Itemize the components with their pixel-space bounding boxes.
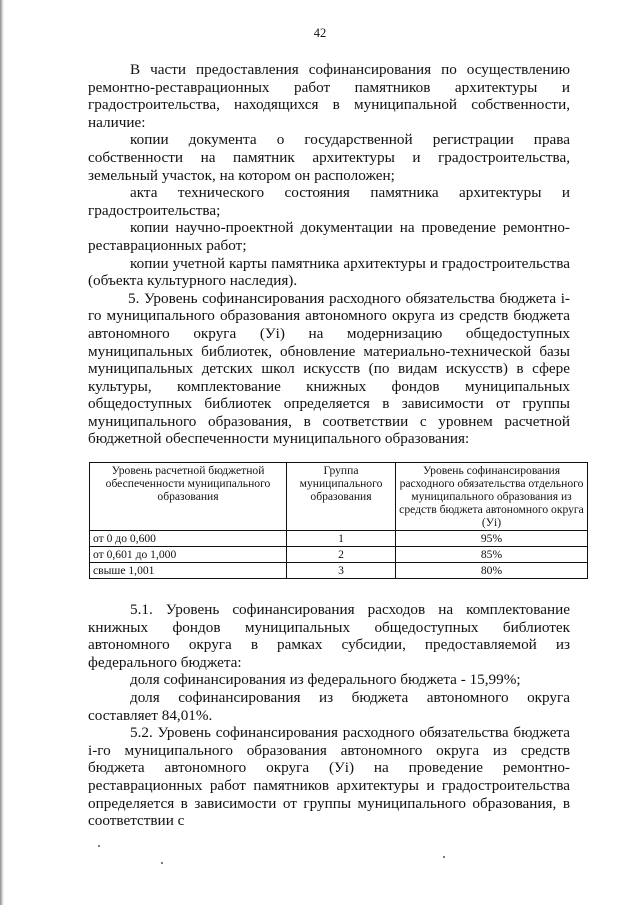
table-cell: от 0 до 0,600	[90, 531, 287, 547]
table-header: Уровень софинансирования расходного обязательства отдельного муниципального образования из средств бюджета автономного округа (Уi)	[396, 463, 588, 531]
paragraph: 5. Уровень софинансирования расходного обязательства бюджета i-го муниципального образования автономного округа из средств бюджета автономного округа (Уi) на модернизацию общедоступных муниципальных библиотек, обновление материально-технической базы муниципальных детских школ искусств (по видам искусств) в сфере культуры, комплектование книжных фондов муниципальных общедоступных библиотек определяется в зависимости от группы муниципального образования, в соответствии с уровнем расчетной бюджетной обеспеченности муниципального образования:	[88, 289, 570, 448]
scan-edge	[0, 0, 4, 905]
table-cell: 2	[287, 547, 396, 563]
table-header: Группа муниципального образования	[287, 463, 396, 531]
table-cell: свыше 1,001	[90, 563, 287, 579]
paragraph: копии учетной карты памятника архитектуры и градостроительства (объекта культурного наследия).	[88, 254, 570, 290]
scan-speck	[98, 845, 100, 847]
table-cell: 80%	[396, 563, 588, 579]
page-number: 42	[313, 26, 327, 40]
paragraph: В части предоставления софинансирования по осуществлению ремонтно-реставрационных работ памятников архитектуры и градостроительства, находящихся в муниципальной собственности, наличие:	[88, 61, 570, 131]
paragraph: акта технического состояния памятника архитектуры и градостроительства;	[88, 184, 570, 219]
table-header: Уровень расчетной бюджетной обеспеченности муниципального образования	[90, 463, 287, 531]
table-cell: 85%	[396, 547, 588, 563]
table-row	[90, 563, 588, 579]
paragraph: доля софинансирования из федерального бюджета - 15,99%;	[130, 671, 521, 689]
scan-speck	[161, 862, 163, 864]
paragraph: копии научно-проектной документации на проведение ремонтно-реставрационных работ;	[88, 219, 570, 254]
paragraph: 5.1. Уровень софинансирования расходов на комплектование книжных фондов муниципальных общедоступных библиотек автономного округа в рамках субсидии, предоставляемой из федерального бюджета:	[88, 601, 570, 671]
table-row	[90, 547, 588, 563]
paragraph: копии документа о государственной регистрации права собственности на памятник архитектуры и градостроительства, земельный участок, на котором он расположен;	[88, 131, 570, 184]
paragraph: 5.2. Уровень софинансирования расходного обязательства бюджета i-го муниципального образования автономного округа из средств бюджета автономного округа (Уi) на проведение ремонтно-реставрационных работ памятников архитектуры и градостроительства определяется в зависимости от группы муниципального образования, в соответствии с	[88, 724, 570, 830]
cofinancing-table	[89, 462, 588, 579]
table-cell: 95%	[396, 531, 588, 547]
table-cell: 3	[287, 563, 396, 579]
table-cell: от 0,601 до 1,000	[90, 547, 287, 563]
table-header-row	[90, 463, 588, 531]
table-row	[90, 531, 588, 547]
paragraph: доля софинансирования из бюджета автономного округа составляет 84,01%.	[88, 689, 570, 724]
document-body	[88, 61, 584, 830]
table-cell: 1	[287, 531, 396, 547]
scan-speck	[443, 856, 445, 858]
